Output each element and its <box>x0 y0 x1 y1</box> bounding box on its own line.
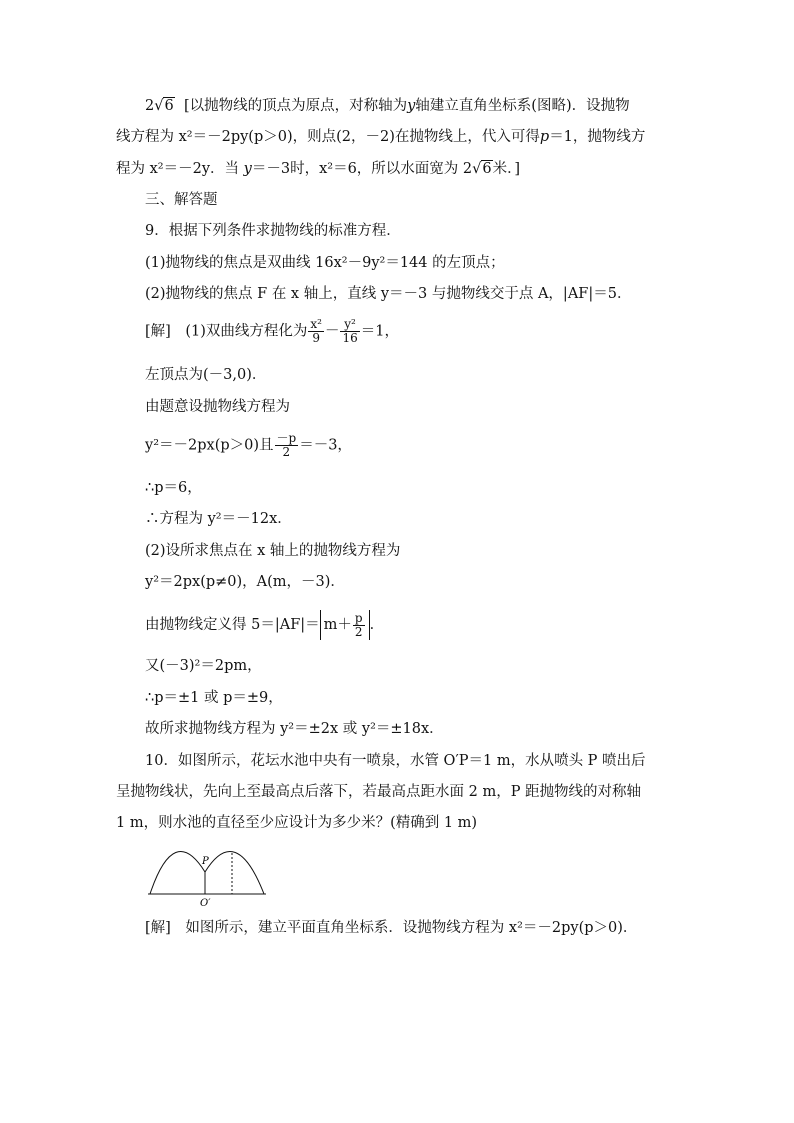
label-p: P <box>202 856 209 867</box>
sqrt-expression: √6 <box>154 98 174 114</box>
answer-text: 米．] <box>492 161 521 177</box>
answer-line-3 <box>116 159 520 179</box>
answer-line-2 <box>116 127 645 147</box>
solution-9-line-5: ∴p＝6， <box>145 480 202 496</box>
solution-9-line-11: ∴p＝±1 或 p＝±9， <box>145 690 283 706</box>
answer-text: 轴建立直角坐标系(图略)．设抛物 <box>415 98 630 114</box>
fraction <box>353 612 365 639</box>
solution-text: [解] (1)双曲线方程化为 <box>145 323 308 340</box>
absolute-value <box>320 610 370 640</box>
equation: x²＝6，所以水面宽为 <box>319 161 459 177</box>
fraction <box>308 318 324 345</box>
solution-9-line-8: y²＝2px(p≠0)，A(m，－3)． <box>145 574 345 590</box>
fraction-denominator: 16 <box>342 331 358 345</box>
solution-text: y²＝－2px(p＞0)且 <box>145 437 274 454</box>
question-10-line-2: 呈抛物线状，先向上至最高点后落下，若最高点距水面 2 m，P 距抛物线的对称轴 <box>116 784 642 800</box>
solution-text: ＝－3， <box>299 437 352 454</box>
abs-content: m＋ <box>323 617 352 633</box>
var-p: p <box>539 129 550 145</box>
solution-10-line-1: [解] 如图所示，建立平面直角坐标系．设抛物线方程为 x²＝－2py(p＞0)． <box>145 920 638 936</box>
answer-text: [以抛物线的顶点为原点，对称轴为 <box>183 98 408 114</box>
left-parabola <box>150 852 205 894</box>
solution-9-line-6: ∴方程为 y²＝－12x． <box>145 511 292 527</box>
answer-text: ＝－3时， <box>251 161 320 177</box>
solution-9-line-2: 左顶点为(－3,0)． <box>145 367 267 383</box>
fraction <box>340 318 359 345</box>
question-9-title: 9．根据下列条件求抛物线的标准方程． <box>145 223 401 239</box>
solution-9-line-12: 故所求抛物线方程为 y²＝±2x 或 y²＝±18x． <box>145 721 444 737</box>
fraction-denominator: 9 <box>312 331 320 345</box>
sqrt-expression: √6 <box>472 161 492 177</box>
answer-coef: 2 <box>462 161 473 177</box>
equation: x²＝－2y．当 <box>149 161 240 177</box>
question-10-line-3: 1 m，则水池的直径至少应设计为多少米？(精确到 1 m) <box>116 815 478 831</box>
right-parabola <box>205 852 264 894</box>
fraction-numerator: －p <box>276 431 297 445</box>
fraction-numerator: x² <box>310 317 322 331</box>
solution-9-line-7: (2)设所求焦点在 x 轴上的抛物线方程为 <box>145 543 401 559</box>
question-9-condition-1: (1)抛物线的焦点是双曲线 16x²－9y²＝144 的左顶点； <box>145 255 505 271</box>
section-title: 三、解答题 <box>145 192 218 208</box>
answer-text: 线方程为 <box>116 129 174 145</box>
fountain-figure <box>144 840 274 910</box>
answer-text: 程为 <box>116 161 145 177</box>
var-y: y <box>407 98 416 114</box>
label-o-prime: O′ <box>200 898 211 909</box>
answer-line-1 <box>145 96 630 116</box>
fraction-numerator: y² <box>340 318 359 332</box>
solution-text: ＝1， <box>360 323 399 340</box>
answer-coef: 2 <box>145 98 155 114</box>
fraction-denominator: 2 <box>282 445 291 459</box>
answer-text: ＝1，抛物线方 <box>549 129 646 145</box>
question-9-condition-2: (2)抛物线的焦点 F 在 x 轴上，直线 y＝－3 与抛物线交于点 A，|AF|＝5． <box>145 286 632 302</box>
equation: x²＝－2py(p＞0)，则点(2，－2)在抛物线上，代入可得 <box>178 129 540 145</box>
sqrt-radicand: 6 <box>482 161 492 177</box>
fraction <box>275 432 299 459</box>
var-y: y <box>243 161 252 177</box>
question-10-line-1: 10．如图所示，花坛水池中央有一喷泉，水管 O′P＝1 m，水从喷头 P 喷出后 <box>145 753 646 769</box>
sqrt-radicand: 6 <box>164 98 174 114</box>
solution-text: ． <box>369 617 385 633</box>
solution-9-line-10: 又(－3)²＝2pm， <box>145 658 262 674</box>
operator: － <box>324 323 340 340</box>
solution-9-line-9 <box>145 610 384 640</box>
fraction-numerator: p <box>354 610 363 625</box>
solution-9-line-3: 由题意设抛物线方程为 <box>145 399 290 415</box>
solution-9-line-1 <box>145 318 399 345</box>
fraction-denominator: 2 <box>354 624 363 639</box>
solution-text: 由抛物线定义得 5＝|AF|＝ <box>145 617 320 633</box>
solution-9-line-4 <box>145 432 352 459</box>
